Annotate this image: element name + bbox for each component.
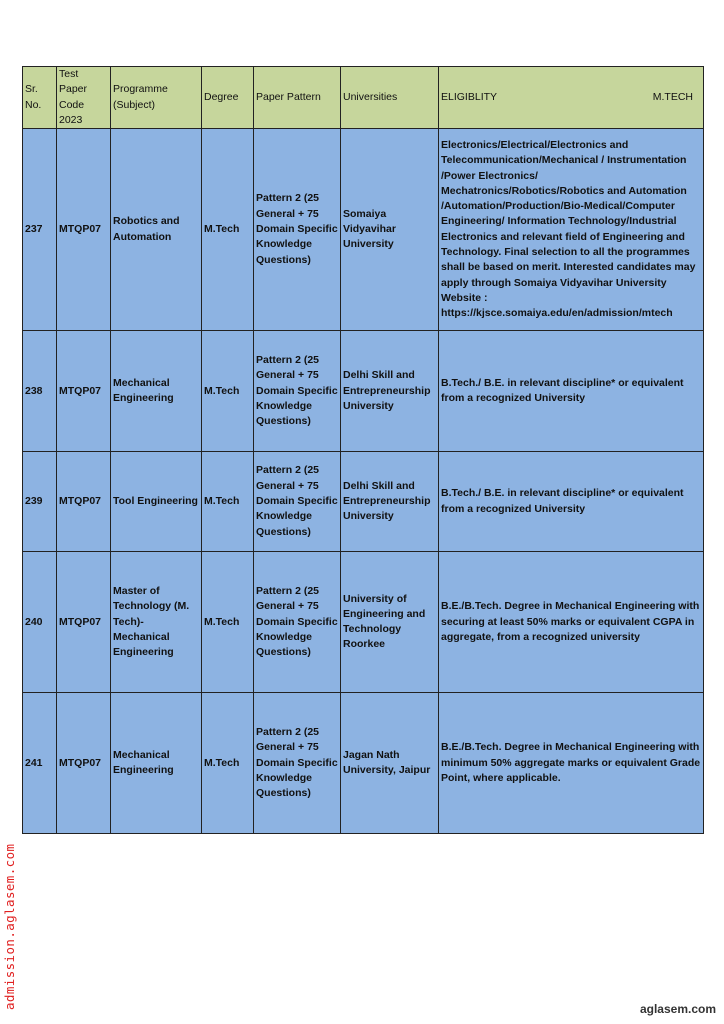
- table-row: [23, 129, 704, 331]
- cell-degree: M.Tech: [202, 129, 254, 331]
- table-row: [23, 693, 704, 834]
- cell-eligibility: B.Tech./ B.E. in relevant discipline* or equivalent from a recognized University: [439, 452, 704, 552]
- cell-eligibility: Electronics/Electrical/Electronics and Telecommunication/Mechanical / Instrumentation /Power Electronics/ Mechatronics/Robotics/Robotics and Automation /Automation/Production/Bio-Medical/Computer Engineering/ Information Technology/Industrial Electronics and relevant field of Engineering and Technology. Final selection to all the programmes shall be based on merit. Interested candidates may apply through Somaiya Vidyavihar University Website : https://kjsce.somaiya.edu/en/admission/mtech: [439, 129, 704, 331]
- cell-test-paper-code: MTQP07: [57, 452, 111, 552]
- cell-programme: Mechanical Engineering: [111, 693, 202, 834]
- cell-paper-pattern: Pattern 2 (25 General + 75 Domain Specific Knowledge Questions): [254, 452, 341, 552]
- header-eligibility-label: ELIGIBLITY: [441, 90, 498, 103]
- cell-paper-pattern: Pattern 2 (25 General + 75 Domain Specific Knowledge Questions): [254, 129, 341, 331]
- cell-degree: M.Tech: [202, 693, 254, 834]
- cell-university: Delhi Skill and Entrepreneurship University: [341, 331, 439, 452]
- cell-sr-no: 237: [23, 129, 57, 331]
- cell-test-paper-code: MTQP07: [57, 693, 111, 834]
- cell-eligibility: B.Tech./ B.E. in relevant discipline* or equivalent from a recognized University: [439, 331, 704, 452]
- table-row: [23, 331, 704, 452]
- header-universities: Universities: [341, 67, 439, 129]
- header-mtech-label: M.TECH: [652, 90, 693, 103]
- cell-paper-pattern: Pattern 2 (25 General + 75 Domain Specific Knowledge Questions): [254, 693, 341, 834]
- cell-eligibility: B.E./B.Tech. Degree in Mechanical Engineering with minimum 50% aggregate marks or equivalent Grade Point, where applicable.: [439, 693, 704, 834]
- cell-degree: M.Tech: [202, 452, 254, 552]
- header-paper-pattern: Paper Pattern: [254, 67, 341, 129]
- cell-test-paper-code: MTQP07: [57, 129, 111, 331]
- table-row: [23, 552, 704, 693]
- header-programme: Programme (Subject): [111, 67, 202, 129]
- header-degree: Degree: [202, 67, 254, 129]
- cell-programme: Robotics and Automation: [111, 129, 202, 331]
- table-row: [23, 452, 704, 552]
- cell-degree: M.Tech: [202, 331, 254, 452]
- header-test-paper-code: Test Paper Code 2023: [57, 67, 111, 129]
- cell-university: Jagan Nath University, Jaipur: [341, 693, 439, 834]
- cell-test-paper-code: MTQP07: [57, 552, 111, 693]
- cell-degree: M.Tech: [202, 552, 254, 693]
- cell-programme: Master of Technology (M. Tech)- Mechanical Engineering: [111, 552, 202, 693]
- header-eligibility: [439, 67, 704, 129]
- cell-paper-pattern: Pattern 2 (25 General + 75 Domain Specific Knowledge Questions): [254, 331, 341, 452]
- cell-university: Somaiya Vidyavihar University: [341, 129, 439, 331]
- cell-sr-no: 241: [23, 693, 57, 834]
- header-sr-no: Sr. No.: [23, 67, 57, 129]
- cell-programme: Mechanical Engineering: [111, 331, 202, 452]
- cell-sr-no: 240: [23, 552, 57, 693]
- site-watermark: admission.aglasem.com: [2, 843, 17, 1010]
- eligibility-table: [22, 66, 704, 834]
- cell-university: University of Engineering and Technology Roorkee: [341, 552, 439, 693]
- cell-eligibility: B.E./B.Tech. Degree in Mechanical Engineering with securing at least 50% marks or equivalent CGPA in aggregate, from a recognized university: [439, 552, 704, 693]
- cell-sr-no: 238: [23, 331, 57, 452]
- cell-programme: Tool Engineering: [111, 452, 202, 552]
- cell-sr-no: 239: [23, 452, 57, 552]
- table-header-row: [23, 67, 704, 129]
- cell-university: Delhi Skill and Entrepreneurship University: [341, 452, 439, 552]
- footer-site-name: aglasem.com: [639, 1002, 716, 1016]
- cell-paper-pattern: Pattern 2 (25 General + 75 Domain Specific Knowledge Questions): [254, 552, 341, 693]
- cell-test-paper-code: MTQP07: [57, 331, 111, 452]
